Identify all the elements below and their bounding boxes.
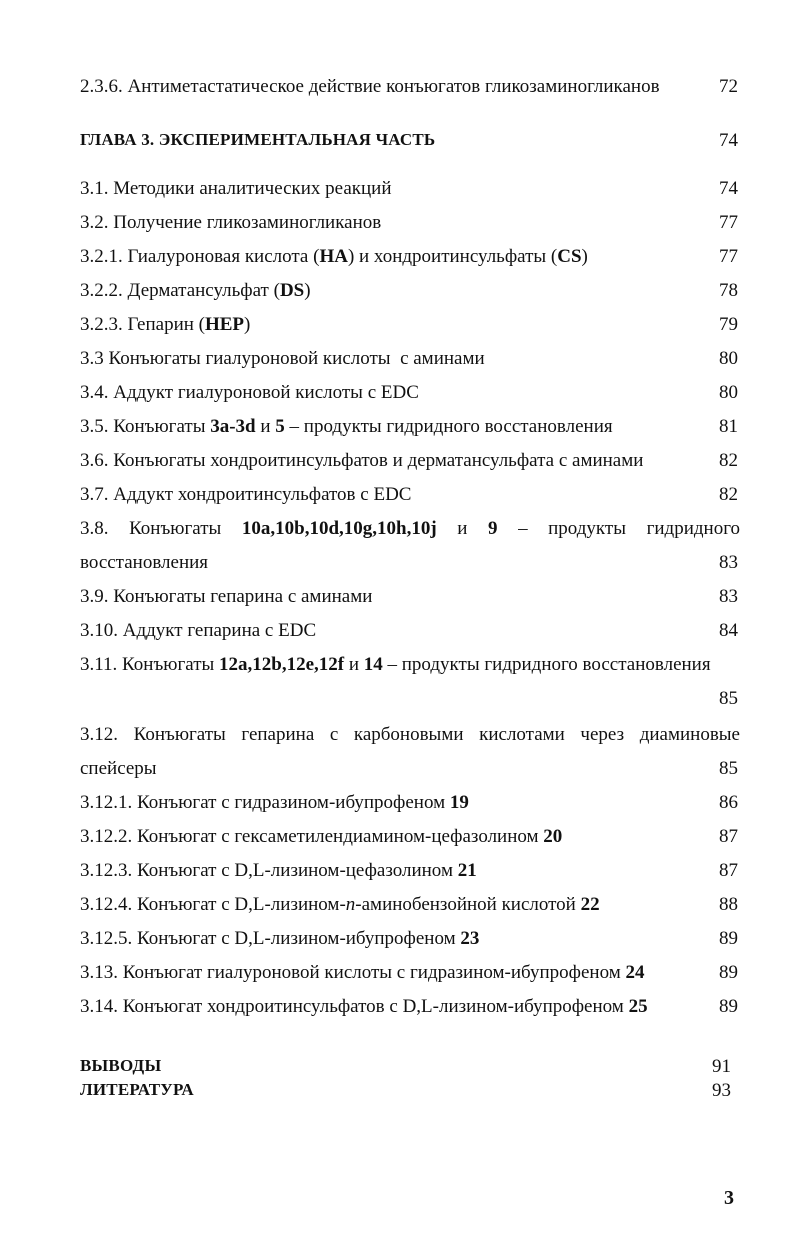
toc-entry-page: 81 (719, 416, 738, 437)
toc-entry-page: 89 (719, 928, 738, 949)
toc-entry-page: 79 (719, 314, 738, 335)
toc-entry-title: 3.2. Получение гликозаминогликанов (80, 212, 382, 233)
toc-entry-title: 3.12.2. Конъюгат с гексаметилендиамином-цефазолином 20 (80, 826, 563, 847)
toc-entry-title: 2.3.6. Антиметастатическое действие конъюгатов гликозаминогликанов (80, 76, 660, 97)
toc-entry-page: 89 (719, 962, 738, 983)
toc-entry-title: 3.1. Методики аналитических реакций (80, 178, 392, 199)
toc-entry-title: 3.3 Конъюгаты гиалуроновой кислоты с аминами (80, 348, 485, 369)
toc-entry-page: 82 (719, 484, 738, 505)
toc-entry-page: 84 (719, 620, 738, 641)
toc-entry-page: 91 (712, 1056, 731, 1077)
toc-entry-title-line2: восстановления (80, 552, 209, 573)
toc-entry-title: 3.5. Конъюгаты 3a-3d и 5 – продукты гидридного восстановления (80, 416, 613, 437)
toc-entry-page: 87 (719, 860, 738, 881)
toc-entry-page: 87 (719, 826, 738, 847)
toc-entry-page: 88 (719, 894, 738, 915)
chapter-page: 74 (719, 130, 738, 151)
toc-entry-page: 78 (719, 280, 738, 301)
toc-entry-title: ЛИТЕРАТУРА (80, 1080, 194, 1099)
toc-entry-page: 77 (719, 246, 738, 267)
toc-entry-title: 3.2.1. Гиалуроновая кислота (HA) и хондроитинсульфаты (CS) (80, 246, 588, 267)
chapter-title: ГЛАВА 3. ЭКСПЕРИМЕНТАЛЬНАЯ ЧАСТЬ (80, 130, 436, 149)
toc-entry-title: 3.4. Аддукт гиалуроновой кислоты с EDC (80, 382, 419, 403)
toc-entry-title: 3.11. Конъюгаты 12a,12b,12e,12f и 14 – продукты гидридного восстановления (80, 654, 711, 675)
toc-entry-title: 3.12.5. Конъюгат с D,L-лизином-ибупрофеном 23 (80, 928, 480, 949)
toc-entry-page: 83 (719, 586, 738, 607)
page-number: 3 (724, 1187, 734, 1209)
toc-entry-page: 77 (719, 212, 738, 233)
toc-entry-title: 3.14. Конъюгат хондроитинсульфатов с D,L-лизином-ибупрофеном 25 (80, 996, 648, 1017)
toc-entry-title: ВЫВОДЫ (80, 1056, 162, 1075)
toc-entry-title: 3.12.1. Конъюгат с гидразином-ибупрофеном 19 (80, 792, 469, 813)
toc-entry-page: 80 (719, 348, 738, 369)
toc-entry-page: 86 (719, 792, 738, 813)
toc-entry-title: 3.2.3. Гепарин (HEP) (80, 314, 251, 335)
toc-entry-title: 3.2.2. Дерматансульфат (DS) (80, 280, 311, 301)
toc-entry-title: 3.7. Аддукт хондроитинсульфатов с EDC (80, 484, 412, 505)
toc-entry-page: 80 (719, 382, 738, 403)
toc-entry-title: 3.10. Аддукт гепарина с EDC (80, 620, 317, 641)
toc-entry-title-line2: спейсеры (80, 758, 157, 779)
toc-entry-title: 3.12.3. Конъюгат с D,L-лизином-цефазолином 21 (80, 860, 477, 881)
toc-entry-title: 3.12. Конъюгаты гепарина с карбоновыми кислотами через диаминовые (80, 724, 740, 745)
toc-entry-title: 3.6. Конъюгаты хондроитинсульфатов и дерматансульфата с аминами (80, 450, 644, 471)
toc-entry-page: 89 (719, 996, 738, 1017)
toc-entry-page: 72 (719, 76, 738, 97)
toc-entry-page: 93 (712, 1080, 731, 1101)
toc-entry-title: 3.13. Конъюгат гиалуроновой кислоты с гидразином-ибупрофеном 24 (80, 962, 645, 983)
toc-entry-page: 83 (719, 552, 738, 573)
toc-entry-page: 74 (719, 178, 738, 199)
toc-entry-page: 85 (719, 758, 738, 779)
toc-entry-page: 82 (719, 450, 738, 471)
toc-entry-page: 85 (719, 688, 738, 709)
toc-entry-title: 3.12.4. Конъюгат с D,L-лизином-n-аминобензойной кислотой 22 (80, 894, 600, 915)
toc-entry-title: 3.8. Конъюгаты 10a,10b,10d,10g,10h,10j и 9 – продукты гидридного (80, 518, 741, 539)
toc-entry-title: 3.9. Конъюгаты гепарина с аминами (80, 586, 373, 607)
